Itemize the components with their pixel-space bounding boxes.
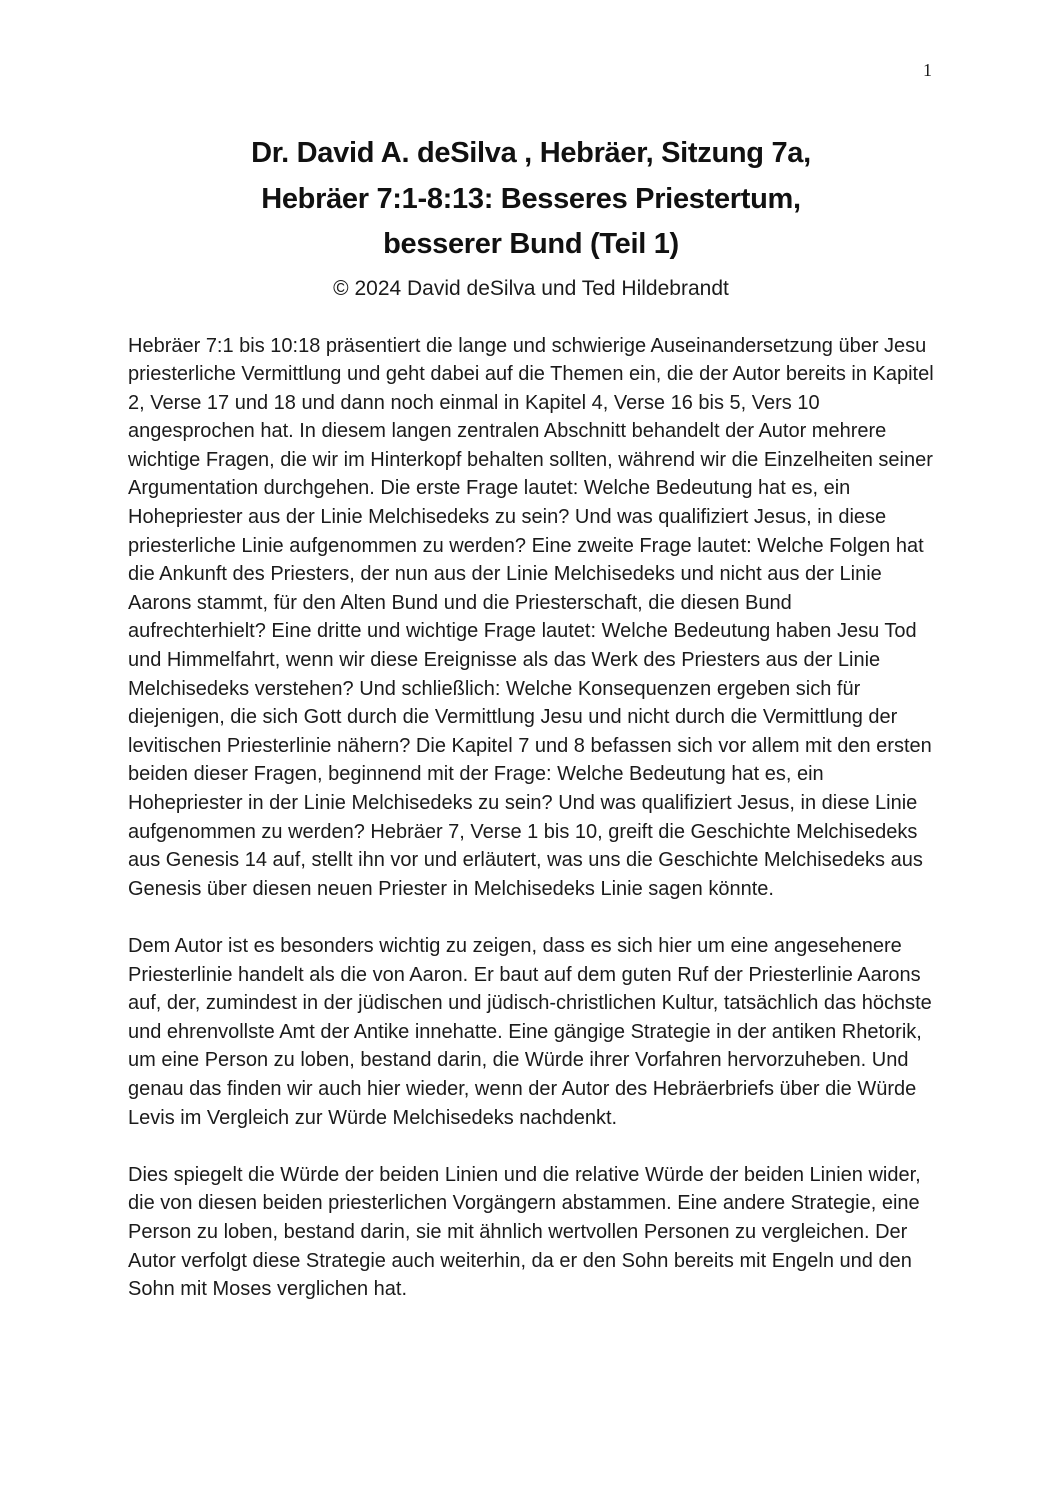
paragraph-1: Hebräer 7:1 bis 10:18 präsentiert die lange und schwierige Auseinandersetzung über Jesu priesterliche Vermittlung und geht dabei auf die Themen ein, die der Autor bereits in Kapitel 2, Verse 17 und 18 und dann noch einmal in Kapitel 4, Verse 16 bis 5, Vers 10 angesprochen hat. In diesem langen zentralen Abschnitt behandelt der Autor mehrere wichtige Fragen, die wir im Hinterkopf behalten sollten, während wir die Einzelheiten seiner Argumentation durchgehen. Die erste Frage lautet: Welche Bedeutung hat es, ein Hohepriester aus der Linie Melchisedeks zu sein? Und was qualifiziert Jesus, in diese priesterliche Linie aufgenommen zu werden? Eine zweite Frage lautet: Welche Folgen hat die Ankunft des Priesters, der nun aus der Linie Melchisedeks und nicht aus der Linie Aarons stammt, für den Alten Bund und die Priesterschaft, die diesen Bund aufrechterhielt? Eine dritte und wichtige Frage lautet: Welche Bedeutung haben Jesu Tod und Himmelfahrt, wenn wir diese Ereignisse als das Werk des Priesters aus der Linie Melchisedeks verstehen? Und schließlich: Welche Konsequenzen ergeben sich für diejenigen, die sich Gott durch die Vermittlung Jesu und nicht durch die Vermittlung der levitischen Priesterlinie nähern? Die Kapitel 7 und 8 befassen sich vor allem mit den ersten beiden dieser Fragen, beginnend mit der Frage: Welche Bedeutung hat es, ein Hohepriester in der Linie Melchisedeks zu sein? Und was qualifiziert Jesus, in diese Linie aufgenommen zu werden? Hebräer 7, Verse 1 bis 10, greift die Geschichte Melchisedeks aus Genesis 14 auf, stellt ihn vor und erläutert, was uns die Geschichte Melchisedeks aus Genesis über diesen neuen Priester in Melchisedeks Linie sagen könnte. bbox=[128, 334, 934, 900]
document-title bbox=[128, 0, 934, 268]
copyright-line: © 2024 David deSilva und Ted Hildebrandt bbox=[333, 276, 729, 300]
document-body bbox=[128, 332, 934, 1304]
title-line-2: Hebräer 7:1-8:13: Besseres Priestertum, bbox=[261, 182, 801, 215]
title-line-3: besserer Bund (Teil 1) bbox=[383, 228, 679, 260]
title-line-1: Dr. David A. deSilva , Hebräer, Sitzung 7a, bbox=[251, 137, 811, 169]
paragraph-3: Dies spiegelt die Würde der beiden Linien und die relative Würde der beiden Linien wider, die von diesen beiden priesterlichen Vorgängern abstammen. Eine andere Strategie, eine Person zu loben, bestand darin, sie mit ähnlich wertvollen Personen zu vergleichen. Der Autor verfolgt diese Strategie auch weiterhin, da er den Sohn bereits mit Engeln und den Sohn mit Moses verglichen hat. bbox=[128, 1163, 921, 1301]
paragraph-2: Dem Autor ist es besonders wichtig zu zeigen, dass es sich hier um eine angesehenere Priesterlinie handelt als die von Aaron. Er baut auf dem guten Ruf der Priesterlinie Aarons auf, der, zumindest in der jüdischen und jüdisch-christlichen Kultur, tatsächlich das höchste und ehrenvollste Amt der Antike innehatte. Eine gängige Strategie in der antiken Rhetorik, um eine Person zu loben, bestand darin, die Würde ihrer Vorfahren hervorzuheben. Und genau das finden wir auch hier wieder, wenn der Autor des Hebräerbriefs über die Würde Levis im Vergleich zur Würde Melchisedeks nachdenkt. bbox=[128, 934, 932, 1129]
page-number: 1 bbox=[923, 60, 932, 80]
content-column bbox=[128, 0, 934, 1304]
